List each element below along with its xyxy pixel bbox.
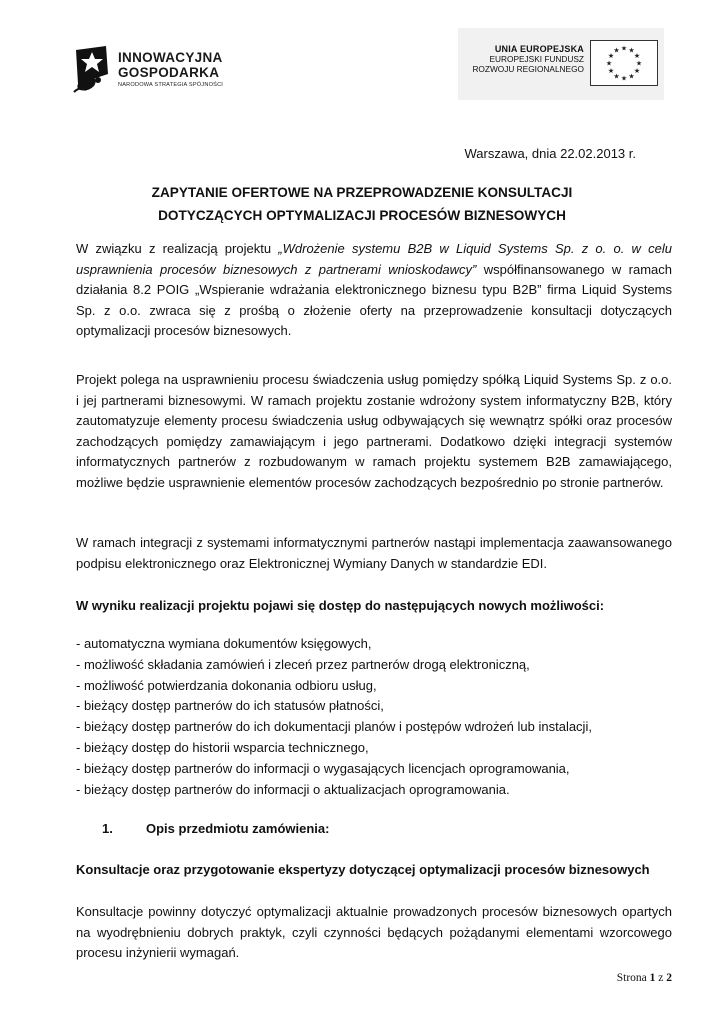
eu-line-3: ROZWOJU REGIONALNEGO (472, 64, 584, 74)
document-date: Warszawa, dnia 22.02.2013 r. (464, 146, 636, 161)
eu-star: ★ (605, 60, 613, 68)
eu-star: ★ (633, 53, 641, 60)
eu-star: ★ (607, 53, 615, 60)
eu-star: ★ (620, 75, 628, 83)
eu-star: ★ (628, 47, 635, 55)
list-item: - bieżący dostęp partnerów do informacji o aktualizacjach oprogramowania. (76, 781, 510, 797)
paragraph-integration (76, 533, 672, 574)
page-label: Strona (616, 972, 647, 984)
logo-line-1: INNOWACYJNA (118, 50, 223, 65)
eu-star: ★ (620, 45, 628, 53)
eu-star: ★ (635, 60, 643, 68)
eu-star: ★ (628, 73, 635, 81)
eu-star: ★ (633, 68, 641, 75)
page-number (617, 972, 672, 984)
section-1-heading (102, 821, 329, 836)
paragraph-project-description (76, 370, 672, 493)
paragraph-2-text: Projekt polega na usprawnieniu procesu świadczenia usług pomiędzy spółką Liquid Systems Sp. z o.o. i jej partnerami biznesowymi. W ramach projektu zostanie wdrożony system informatyczny B2B, który zautomatyzuje elementy procesu świadczenia usług odbywających się wewnątrz spółki oraz procesów zachodzących pomiędzy zamawiającym i jego partnerami. Dodatkowo dzięki integracji systemów informatycznych partnerów z rozbudowanym w ramach projektu systemem B2B zamawiającego, możliwe będzie usprawnienie elementów procesów zachodzących bezpośrednio po stronie partnerów. (76, 372, 672, 490)
title-line-1: ZAPYTANIE OFERTOWE NA PRZEPROWADZENIE KONSULTACJI (151, 185, 573, 200)
list-item: - bieżący dostęp partnerów do ich dokumentacji planów i postępów wdrożeń lub instalacji, (76, 719, 592, 735)
list-item: - możliwość potwierdzania dokonania odbioru usług, (76, 677, 377, 693)
paragraph-consultation (76, 902, 672, 964)
eu-star: ★ (613, 47, 620, 55)
page-current: 1 (649, 972, 656, 984)
star-figure-icon (72, 44, 114, 94)
paragraph-4-text: W wyniku realizacji projektu pojawi się dostęp do następujących nowych możliwości: (76, 598, 605, 613)
eu-line-2: EUROPEJSKI FUNDUSZ (489, 54, 584, 64)
document-title (76, 181, 648, 227)
list-item: - bieżący dostęp do historii wsparcia technicznego, (76, 739, 369, 755)
innowacyjna-gospodarka-logo (72, 44, 252, 94)
project-title: „Wdrożenie systemu B2B w Liquid Systems Sp. z o. o. w celu usprawnienia procesów biznesowych z partnerami wnioskodawcy” (76, 241, 673, 277)
list-item: - bieżący dostęp partnerów do informacji o wygasających licencjach oprogramowania, (76, 760, 570, 776)
title-line-2: DOTYCZĄCYCH OPTYMALIZACJI PROCESÓW BIZNESOWYCH (158, 208, 566, 223)
paragraph-intro (76, 239, 672, 342)
list-item: - automatyczna wymiana dokumentów księgowych, (76, 636, 372, 651)
section-number: 1. (102, 821, 113, 836)
list-item: - bieżący dostęp partnerów do ich statusów płatności, (76, 698, 384, 714)
unia-europejska-logo (458, 28, 664, 100)
eu-star: ★ (613, 73, 620, 81)
logo-line-2: GOSPODARKA (118, 65, 220, 80)
logo-line-3: NARODOWA STRATEGIA SPÓJNOŚCI (118, 82, 224, 88)
eu-star: ★ (607, 68, 615, 75)
capabilities-list (76, 634, 672, 800)
section-label: Opis przedmiotu zamówienia: (146, 821, 330, 836)
paragraph-capabilities-heading (76, 596, 672, 617)
paragraph-5-text: Konsultacje powinny dotyczyć optymalizacji aktualnie prowadzonych procesów biznesowych opartych na wyodrębnieniu dobrych praktyk, czyli czynności będących pożądanymi elementami wzorcowego procesu inżynierii wymagań. (76, 904, 672, 960)
intro-text-end: współfinansowanego w ramach działania 8.2 POIG „Wspieranie wdrażania elektronicznego biznesu typu B2B” firma Liquid Systems Sp. z o.o. zwraca się z prośbą o złożenie oferty na przeprowadzenie konsultacji dotyczących optymalizacji procesów biznesowych. (76, 261, 672, 338)
page-of: z (658, 972, 664, 984)
eu-line-1: UNIA EUROPEJSKA (494, 44, 584, 54)
intro-text-start: W związku z realizacją projektu (76, 241, 279, 256)
eu-flag-icon (590, 40, 658, 86)
list-item: - możliwość składania zamówień i zleceń przez partnerów drogą elektroniczną, (76, 656, 530, 672)
subheading: Konsultacje oraz przygotowanie ekspertyzy dotyczącej optymalizacji procesów biznesowych (76, 862, 650, 877)
paragraph-3-text: W ramach integracji z systemami informatycznymi partnerów nastąpi implementacja zaawansowanego podpisu elektronicznego oraz Elektronicznej Wymiany Danych w standardzie EDI. (76, 535, 672, 571)
page-total: 2 (666, 972, 672, 984)
